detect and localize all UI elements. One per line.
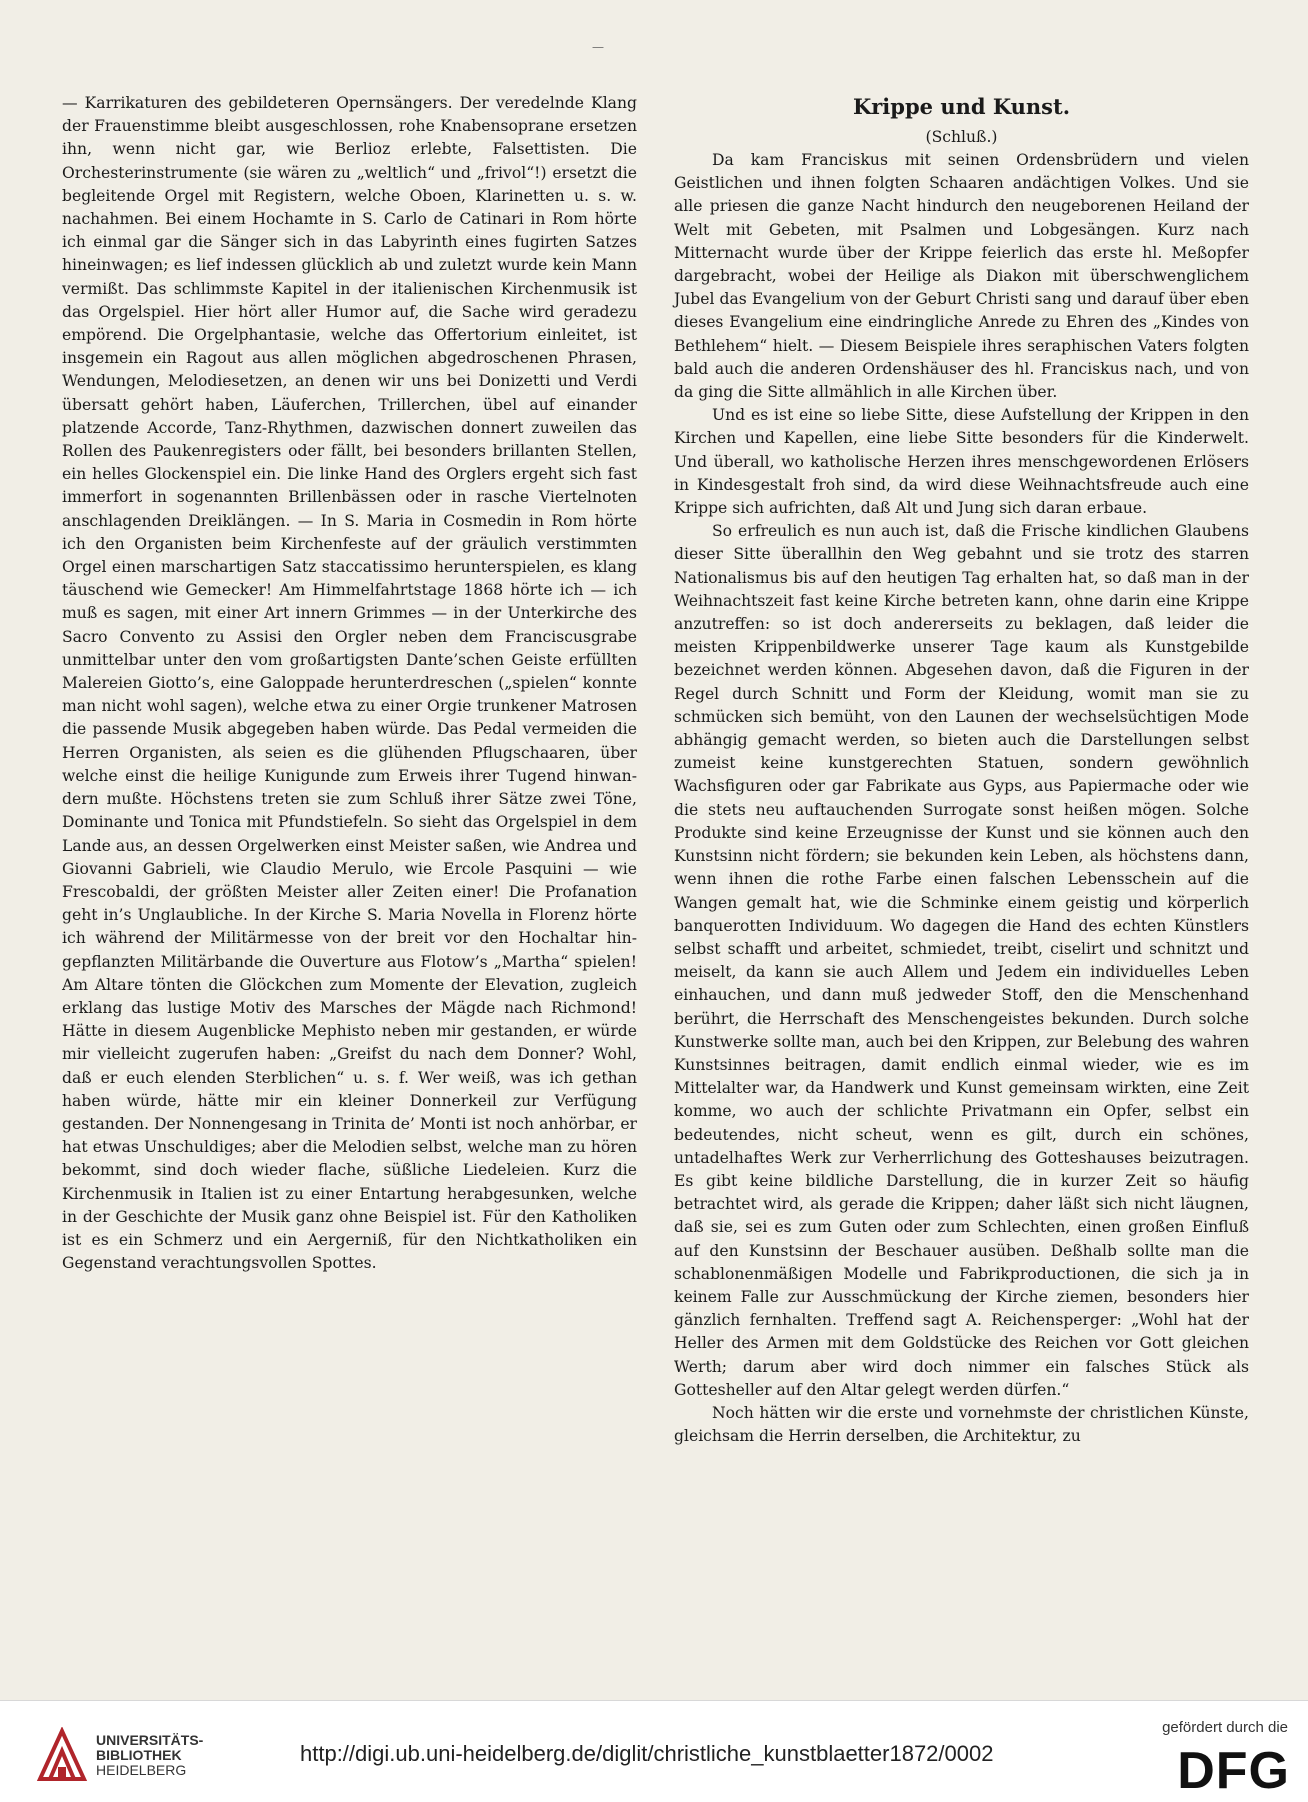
article-title: Krippe und Kunst. (852, 94, 1071, 119)
digitization-footer (0, 1700, 1308, 1802)
right-paragraph-2: Und es ist eine so liebe Sitte, diese Aufstellung der Krippen in den Kirchen und Kapellen, eine liebe Sitte besonders für die Kinderwelt. Und überall, wo katholische Herzen ihres menschgewordenen Erlösers in Kindesgestalt froh sind, da wird diese Weihnachtsfreude auch eine Krippe sich aufrichten, daß Alt und Jung sich daran erbaue. (674, 406, 1249, 518)
funded-by-label: gefördert durch die (1162, 1719, 1288, 1736)
left-column (62, 92, 637, 1275)
right-column (674, 92, 1249, 1448)
right-paragraph-4: Noch hätten wir die erste und vornehmste der christlichen Künste, gleichsam die Herrin derselben, die Architektur, zu (674, 1403, 1249, 1446)
library-name-line-1: UNIVERSITÄTS- (96, 1732, 204, 1748)
left-paragraph-1: — Karrikaturen des gebildeteren Opernsängers. Der veredelnde Klang der Frauenstimme bleibt ausgeschlossen, rohe Knabensoprane ersetzen ihn, wenn nicht gar, wie Berlioz erlebte, Falsettisten. Die Orchesterinstrumente (sie wären zu „weltlich“ und „frivol“!) ersetzt die begleitende Orgel mit Registern, welche Oboen, Klarinetten u. s. w. nachahmen. Bei einem Hochamte in S. Carlo de Catinari in Rom hörte ich einmal gar die Sänger sich in das Labyrinth eines fugirten Satzes hineinwagen; es lief indessen glücklich ab und zuletzt wurde kein Mann vermißt. Das schlimmste Kapitel in der italienischen Kirchenmusik ist das Orgelspiel. Hier hört aller Humor auf, die Sache wird geradezu empörend. Die Orgelphantasie, welche das Offertorium einleitet, ist insgemein ein Ragout aus allen möglichen abgedroschenen Phrasen, Wendungen, Melodiesetzen, an denen wir uns bei Donizetti und Verdi übersatt gehört haben, Läuferchen, Trillerchen, übel auf einander platzende Accorde, Tanz-Rhythmen, dazwischen donnert zuweilen das Rollen des Paukenregisters oder fällt, bei besonders brillanten Stellen, ein helles Glockenspiel ein. Die linke Hand des Orglers ergeht sich fast immerfort in sogenannten Brillenbässen oder in rasche Viertelnoten anschlagenden Dreiklängen. — In S. Maria in Cosmedin in Rom hörte ich den Organisten beim Kirchenfeste auf der gräulich verstimmten Orgel einen marschartigen Satz staccatissimo herunterspielen, es klang täuschend wie Gemecker! Am Himmelfahrtstage 1868 hörte ich — ich muß es sagen, mit einer Art innern Grimmes — in der Unterkirche des Sacro Convento zu Assisi den Orgler neben dem Franciscusgrabe unmittelbar unter den vom großartigsten Dante’schen Geiste erfüllten Malereien Giotto’s, eine Galoppade herunterdreschen („spielen“ konnte man nicht wohl sagen), welche etwa zu einer Orgie trunkener Matrosen die passende Musik abgegeben haben würde. Das Pedal vermeiden die Herren Organisten, als seien es die glühenden Pflugschaaren, über welche einst die heilige Kunigunde zum Erweis ihrer Tugend hinwandern mußte. Höchstens treten sie zum Schluß ihrer Sätze zwei Töne, Dominante und Tonica mit Pfundstiefeln. So sieht das Orgelspiel in dem Lande aus, an dessen Orgelwerken einst Meister saßen, wie Andrea und Giovanni Gabrieli, wie Claudio Merulo, wie Ercole Pasquini — wie Frescobaldi, der größten Meister aller Zeiten einer! Die Profanation geht in’s Unglaubliche. In der Kirche S. Maria Novella in Florenz hörte ich während der Militärmesse von der breit vor den Hochaltar hingepflanzten Militärbande die Ouverture aus Flotow’s „Martha“ spielen! Am Altare tönten die Glöckchen zum Momente der Elevation, zugleich erklang das lustige Motiv des Marsches der Mägde nach Richmond! Hätte in diesem Augenblicke Mephisto neben mir gestanden, er würde mir vielleicht zugerufen haben: „Greifst du nach dem Donner? Wohl, daß er euch elenden Sterblichen“ u. s. f. Wer weiß, was ich gethan haben würde, hätte mir ein kleiner Donnerkeil zur Verfügung gestanden. Der Nonnengesang in Trinita de’ Monti ist noch anhörbar, er hat etwas Unschuldiges; aber die Melodien selbst, welche man zu hören bekommt, sind doch wieder flache, süßliche Liedeleien. Kurz die Kirchenmusik in Italien ist zu einer Entartung herabgesunken, welche in der Geschichte der Musik ganz ohne Beispiel ist. Für den Katholiken ist es ein Schmerz und ein Aergerniß, für den Nichtkatholiken ein Gegenstand verachtungsvollen Spottes. (62, 94, 637, 1273)
university-library-logo-icon (36, 1727, 88, 1783)
page-top-mark: — (592, 40, 604, 54)
dfg-logo: DFG (1177, 1742, 1290, 1800)
right-paragraph-3: So erfreulich es nun auch ist, daß die Frische kindlichen Glaubens dieser Sitte überallhin den Weg gebahnt und sie trotz des starren Nationalismus bis auf den heutigen Tag erhalten hat, so daß man in der Weihnachtszeit fast keine Kirche betreten kann, ohne darin eine Krippe anzutreffen: so ist doch andererseits zu beklagen, daß leider die meisten Krippenbildwerke unserer Tage kaum als Kunstgebilde bezeichnet werden können. Abgesehen davon, daß die Figuren in der Regel durch Schnitt und Form der Kleidung, womit man sie zu schmücken sich bemüht, von den Launen der wechselsüchtigen Mode abhängig gemacht werden, so bieten auch die Darstellungen selbst zumeist keine kunstgerechten Statuen, sondern gewöhnlich Wachsfiguren oder gar Fabrikate aus Gyps, aus Papiermache oder wie die stets neu auftauchenden Surrogate sonst heißen mögen. Solche Produkte sind keine Erzeugnisse der Kunst und sie können auch den Kunstsinn nicht fördern; sie bekunden kein Leben, als höchstens dann, wenn ihnen die rothe Farbe einen falschen Lebensschein auf die Wangen gemalt hat, wie die Schminke einem geistig und körperlich banquerotten Individuum. Wo dagegen die Hand des echten Künstlers selbst schafft und arbeitet, schmiedet, treibt, ciselirt und schnitzt und meiselt, da kann sie auch Allem und Jedem ein individuelles Leben einhauchen, und dann muß jedweder Stoff, den die Menschenhand berührt, die Herrschaft des Menschengeistes bekunden. Durch solche Kunstwerke sollte man, auch bei den Krippen, zur Belebung des wahren Kunstsinnes beitragen, damit endlich einmal wieder, wie es im Mittelalter war, da Handwerk und Kunst gemeinsam wirkten, eine Zeit komme, wo auch der schlichte Privatmann ein Opfer, selbst ein bedeutendes, nicht scheut, wenn es gilt, durch ein schönes, untadelhaftes Werk zur Verherrlichung des Gotteshauses beizutragen. Es gibt keine bildliche Darstellung, die in kurzer Zeit so häufig betrachtet wird, als gerade die Krippen; daher läßt sich nicht läugnen, daß sie, sei es zum Guten oder zum Schlechten, einen großen Einfluß auf den Kunstsinn der Beschauer ausüben. Deßhalb sollte man die schablonenmäßigen Modelle und Fabrikproductionen, die sich ja in keinem Falle zur Ausschmückung der Kirche ziemen, besonders hier gänzlich fernhalten. Treffend sagt A. Reichensperger: „Wohl hat der Heller des Armen mit dem Goldstücke des Reichen vor Gott gleichen Werth; darum aber wird doch nimmer ein falsches Stück als Gottesheller auf den Altar gelegt werden dürfen.“ (674, 522, 1249, 1399)
permalink-url[interactable]: http://digi.ub.uni-heidelberg.de/diglit/christliche_kunstblaetter1872/0002 (300, 1741, 994, 1766)
right-paragraph-1: Da kam Franciskus mit seinen Ordensbrüdern und vielen Geistlichen und ihnen folgten Schaaren andächtigen Volkes. Und sie alle priesen die ganze Nacht hindurch den neugeborenen Heiland der Welt mit Gebeten, mit Psalmen und Lobgesängen. Kurz nach Mitternacht wurde über der Krippe feierlich das erste hl. Meßopfer dargebracht, wobei der Heilige als Diakon mit überschwenglichem Jubel das Evangelium von der Geburt Christi sang und darauf über eben dieses Evangelium eine eindringliche Anrede zu Ehren des „Kindes von Bethlehem“ hielt. — Diesem Beispiele ihres seraphischen Vaters folgten bald auch die anderen Ordenshäuser des hl. Franciskus nach, und von da ging die Sitte allmählich in alle Kirchen über. (674, 151, 1249, 402)
library-name-line-3: HEIDELBERG (96, 1762, 187, 1778)
article-subtitle: (Schluß.) (925, 128, 998, 146)
library-name (96, 1733, 203, 1778)
library-name-line-2: BIBLIOTHEK (96, 1747, 182, 1763)
